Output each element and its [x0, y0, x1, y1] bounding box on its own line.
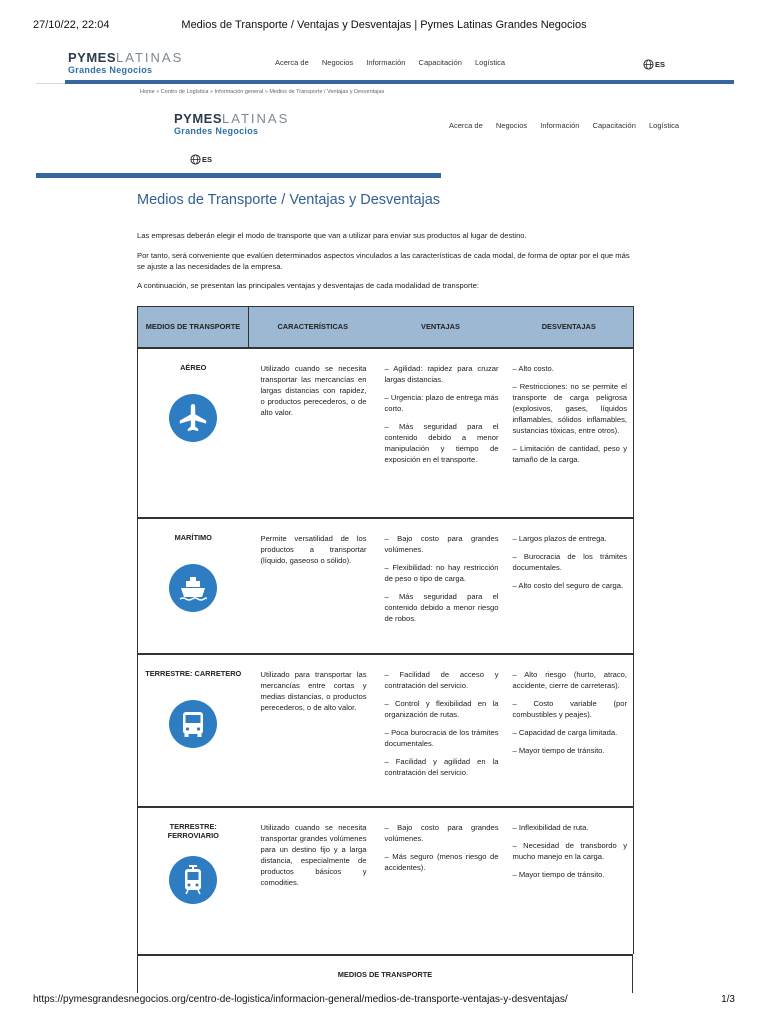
mode-label: MARÍTIMO	[174, 532, 212, 542]
train-icon	[169, 856, 217, 904]
disadvantage-item: – Capacidad de carga limitada.	[512, 727, 618, 737]
advantage-item: – Facilidad y agilidad en la contratación del servicio.	[384, 756, 499, 777]
page-title: Medios de Transporte / Ventajas y Desventajas	[137, 192, 441, 208]
nav-item-capacitacion[interactable]: Capacitación	[418, 58, 462, 67]
characteristics-text: Utilizado cuando se necesita transportar grandes volúmenes para un destino fijo y a larga distancia, especialmente de productos básicos y comodities.	[260, 822, 367, 887]
disadvantage-item: – Costo variable (por combustibles y peajes).	[512, 698, 627, 719]
advantage-item: – Urgencia: plazo de entrega más corto.	[384, 392, 499, 413]
disadvantage-item: – Restricciones: no se permite el transporte de carga peligrosa (explosivos, gases, líquidos inflamables, sólidos inflamables, sustancias tóxicas, entre otros).	[512, 381, 627, 435]
language-selector[interactable]	[643, 59, 665, 70]
nav-item-logistica[interactable]: Logística	[648, 121, 680, 130]
advantages-cell	[377, 807, 505, 954]
logo-brand2: LATINAS	[116, 50, 184, 65]
advantage-item: – Poca burocracia de los trámites documentales.	[384, 727, 499, 748]
secondary-nav	[449, 121, 679, 130]
next-table-header	[137, 954, 633, 994]
advantage-item: – Bajo costo para grandes volúmenes.	[384, 533, 499, 554]
characteristics-cell	[249, 518, 377, 654]
header-caracteristicas: CARACTERÍSTICAS	[249, 307, 377, 348]
print-header	[0, 0, 768, 40]
characteristics-text: Utilizado cuando se necesita transportar las mercancías en largas distancias con rapidez, o productos perecederos, o de alto valor.	[260, 363, 367, 417]
advantage-item: – Facilidad de acceso y contratación del servicio.	[384, 669, 499, 690]
advantages-cell	[377, 348, 505, 518]
table-row	[138, 807, 634, 954]
header-ventajas: VENTAJAS	[377, 307, 505, 348]
secondary-accent-bar	[36, 173, 441, 178]
table-row	[138, 348, 634, 518]
bus-icon	[169, 700, 217, 748]
mode-cell	[138, 807, 249, 954]
intro-paragraph-1: Las empresas deberán elegir el modo de transporte que van a utilizar para enviar sus productos al lugar de destino.	[137, 231, 527, 240]
disadvantage-item: – Mayor tiempo de tránsito.	[512, 869, 605, 879]
language-code: ES	[202, 155, 213, 164]
disadvantage-item: – Burocracia de los trámites documentales.	[512, 551, 627, 572]
nav-item-acerca[interactable]: Acerca de	[275, 58, 309, 67]
advantage-item: – Más seguridad para el contenido debido a menor manipulación y tiempo de exposición en el transporte.	[384, 421, 499, 464]
advantage-item: – Más seguridad para el contenido debido a menor riesgo de robos.	[384, 591, 499, 623]
breadcrumb[interactable]: Home » Centro de Logística » Información general » Medios de Transporte / Ventajas y Desventajas	[140, 89, 385, 95]
header-medios: MEDIOS DE TRANSPORTE	[138, 307, 249, 348]
advantage-item: – Más seguro (menos riesgo de accidentes).	[384, 851, 499, 872]
characteristics-cell	[249, 654, 377, 807]
language-code: ES	[655, 60, 666, 69]
mode-cell	[138, 348, 249, 518]
site-logo-secondary[interactable]	[174, 111, 289, 136]
disadvantages-cell	[505, 348, 634, 518]
disadvantage-item: – Alto costo.	[512, 363, 554, 373]
disadvantages-cell	[505, 654, 634, 807]
logo-brand: PYMES	[174, 111, 223, 126]
logo-brand2: LATINAS	[222, 111, 290, 126]
advantages-cell	[377, 518, 505, 654]
disadvantages-cell	[505, 807, 634, 954]
nav-item-informacion[interactable]: Información	[540, 121, 580, 130]
table-row	[138, 518, 634, 654]
nav-item-capacitacion[interactable]: Capacitación	[592, 121, 636, 130]
mode-label: TERRESTRE: CARRETERO	[145, 668, 242, 678]
print-footer	[0, 993, 768, 1024]
disadvantage-item: – Alto costo del seguro de carga.	[512, 580, 624, 590]
intro-paragraph-2: Por tanto, será conveniente que evalúen determinados aspectos vinculados a las características de cada modal, de forma de optar por el que más se ajuste a las necesidades de la empresa.	[137, 251, 630, 271]
disadvantage-item: – Inflexibilidad de ruta.	[512, 822, 589, 832]
print-title: Medios de Transporte / Ventajas y Desventajas | Pymes Latinas Grandes Negocios	[181, 19, 587, 31]
advantage-item: – Control y flexibilidad en la organización de rutas.	[384, 698, 499, 719]
airplane-icon	[169, 394, 217, 442]
globe-icon	[643, 59, 654, 70]
nav-item-informacion[interactable]: Información	[366, 58, 406, 67]
disadvantage-item: – Largos plazos de entrega.	[512, 533, 607, 543]
logo-brand: PYMES	[68, 50, 117, 65]
disadvantages-cell	[505, 518, 634, 654]
logo-tagline: Grandes Negocios	[174, 126, 259, 136]
intro-paragraph-3: A continuación, se presentan las principales ventajas y desventajas de cada modalidad de transporte:	[137, 281, 479, 290]
next-table-title: MEDIOS DE TRANSPORTE	[337, 970, 433, 979]
nav-item-logistica[interactable]: Logística	[474, 58, 506, 67]
characteristics-text: Permite versatilidad de los productos a transportar (líquido, gaseoso o sólido).	[260, 533, 367, 565]
advantage-item: – Agilidad: rapidez para cruzar largas distancias.	[384, 363, 499, 384]
header-desventajas: DESVENTAJAS	[505, 307, 634, 348]
advantages-cell	[377, 654, 505, 807]
table-row	[138, 654, 634, 807]
header-accent-bar	[65, 80, 734, 84]
mode-cell	[138, 518, 249, 654]
globe-icon	[190, 154, 201, 165]
print-page-number: 1/3	[721, 994, 735, 1005]
ship-icon	[169, 564, 217, 612]
nav-item-acerca[interactable]: Acerca de	[449, 121, 483, 130]
main-nav	[275, 58, 516, 67]
advantage-item: – Bajo costo para grandes volúmenes.	[384, 822, 499, 843]
characteristics-cell	[249, 348, 377, 518]
characteristics-text: Utilizado para transportar las mercancías entre cortas y medias distancias, o productos perecederos, o de alto valor.	[260, 669, 367, 712]
mode-cell	[138, 654, 249, 807]
disadvantage-item: – Alto riesgo (hurto, atraco, accidente, cierre de carreteras).	[512, 669, 627, 690]
mode-label: TERRESTRE: FERROVIARIO	[167, 821, 219, 840]
disadvantage-item: – Necesidad de transbordo y mucho manejo en la carga.	[512, 840, 627, 861]
table-header-row	[138, 307, 634, 348]
nav-item-negocios[interactable]: Negocios	[495, 121, 528, 130]
nav-item-negocios[interactable]: Negocios	[321, 58, 354, 67]
print-date: 27/10/22, 22:04	[33, 19, 110, 31]
site-logo[interactable]	[68, 50, 183, 75]
language-selector-secondary[interactable]	[190, 154, 212, 165]
characteristics-cell	[249, 807, 377, 954]
disadvantage-item: – Limitación de cantidad, peso y tamaño de la carga.	[512, 443, 627, 464]
logo-tagline: Grandes Negocios	[68, 65, 153, 75]
print-url[interactable]: https://pymesgrandesnegocios.org/centro-de-logistica/informacion-general/medios-de-transporte-ventajas-y-desventajas/	[33, 994, 568, 1005]
mode-label: AÉREO	[180, 362, 207, 372]
transport-table	[137, 306, 634, 954]
disadvantage-item: – Mayor tiempo de tránsito.	[512, 745, 605, 755]
advantage-item: – Flexibilidad: no hay restricción de peso o tipo de carga.	[384, 562, 499, 583]
